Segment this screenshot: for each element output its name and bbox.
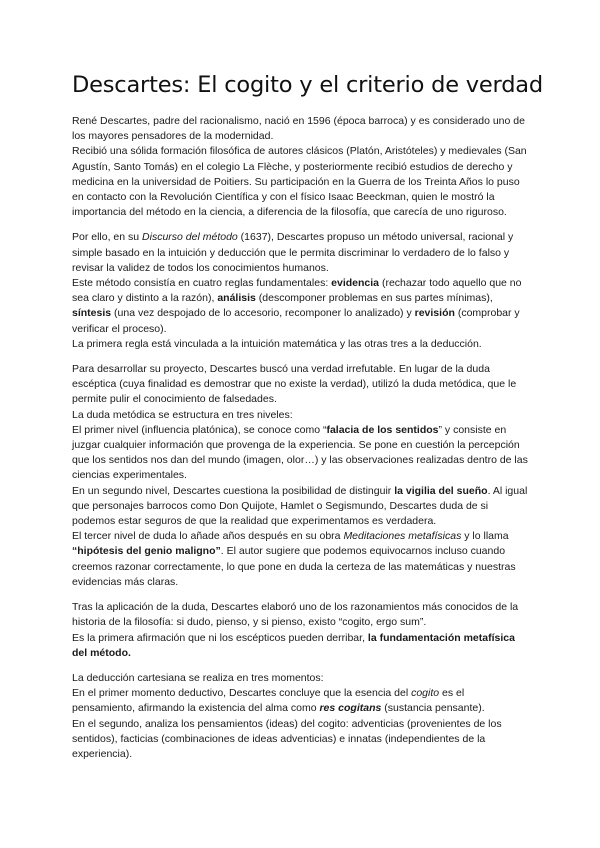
text-line: En el segundo, analiza los pensamientos (ideas) del cogito: adventicias (provenientes de los sentidos), facticias (combinaciones de ideas adventicias) e innatas (independientes de la experiencia).: [72, 717, 502, 760]
document-body: [72, 114, 528, 762]
rule-term: análisis: [217, 292, 256, 305]
paragraph-biography: [72, 114, 528, 220]
text-line: René Descartes, padre del racionalismo, nació en 1596 (época barroca) y es considerado uno de los mayores pensadores de la modernidad.: [72, 115, 525, 143]
rule-term: evidencia: [331, 277, 380, 290]
book-title: Discurso del método: [142, 231, 238, 244]
key-term: falacia de los sentidos: [326, 423, 439, 436]
latin-term: cogito: [411, 687, 440, 700]
text-line: Este método consistía en cuatro reglas fundamentales: evidencia (rechazar todo aquello que no sea claro y distinto a la razón), análisis (descomponer problemas en sus partes mínimas), síntesis (una vez despojado de lo accesorio, recomponer lo analizado) y revisión (comprobar y verificar el proceso).: [72, 277, 522, 335]
key-term: la vigilia del sueño: [394, 484, 488, 497]
document-title: Descartes: El cogito y el criterio de verdad: [72, 72, 543, 98]
rule-term: revisión: [414, 307, 455, 320]
text-line: La primera regla está vinculada a la intuición matemática y las otras tres a la deducción.: [72, 337, 482, 350]
text-line: La duda metódica se estructura en tres niveles:: [72, 408, 293, 421]
text-line: Por ello, en su Discurso del método (1637), Descartes propuso un método universal, racional y simple basado en la intuición y deducción que le permita discriminar lo verdadero de lo falso y revisar la validez de todos los conocimientos humanos.: [72, 231, 514, 274]
paragraph-method: [72, 230, 528, 352]
text-line: El tercer nivel de duda lo añade años después en su obra Meditaciones metafísicas y lo llama “hipótesis del genio maligno”. El autor sugiere que podemos equivocarnos incluso cuando creemos razonar correctamente, lo que pone en duda la certeza de las matemáticas y nuestras evidencias más claras.: [72, 530, 516, 588]
text-line: La deducción cartesiana se realiza en tres momentos:: [72, 671, 324, 684]
latin-term: res cogitans: [319, 702, 382, 715]
rule-term: síntesis: [72, 307, 112, 320]
paragraph-doubt: [72, 362, 528, 590]
key-term: “hipótesis del genio maligno”: [72, 545, 221, 558]
book-title: Meditaciones metafísicas: [343, 530, 462, 543]
key-term: la fundamentación metafísica del método.: [72, 631, 515, 659]
text-line: En un segundo nivel, Descartes cuestiona la posibilidad de distinguir la vigilia del sueño. Al igual que personajes barrocos como Don Quijote, Hamlet o Segismundo, Descartes duda de si podemos estar seguros de que la realidad que experimentamos es verdadera.: [72, 484, 528, 528]
text-line: El primer nivel (influencia platónica), se conoce como “falacia de los sentidos” y consiste en juzgar cualquier información que provenga de la experiencia. Se pone en cuestión la percepción que los sentidos nos dan del mundo (imagen, olor…) y las observaciones realizadas dentro de las ciencias experimentales.: [72, 423, 528, 482]
paragraph-cogito: [72, 600, 528, 661]
text-line: Es la primera afirmación que ni los escépticos pueden derribar, la fundamentación metafísica del método.: [72, 631, 515, 659]
text-line: Recibió una sólida formación filosófica de autores clásicos (Platón, Aristóteles) y medievales (San Agustín, Santo Tomás) en el colegio La Flèche, y posteriormente recibió estudios de derecho y medicina en la universidad de Poitiers. Su participación en la Guerra de los Treinta Años lo puso en contacto con la Revolución Científica y con el físico Isaac Beeckman, quien le mostró la importancia del método en la ciencia, a diferencia de la filosofía, que carecía de uno riguroso.: [72, 145, 527, 219]
text-line: Tras la aplicación de la duda, Descartes elaboró uno de los razonamientos más conocidos de la historia de la filosofía: si dudo, pienso, y si pienso, existo “cogito, ergo sum”.: [72, 601, 519, 629]
text-line: Para desarrollar su proyecto, Descartes buscó una verdad irrefutable. En lugar de la duda escéptica (cuya finalidad es demostrar que no existe la verdad), utilizó la duda metódica, que le permite pulir el conocimiento de falsedades.: [72, 363, 517, 406]
paragraph-deduction: [72, 671, 528, 762]
text-line: En el primer momento deductivo, Descartes concluye que la esencia del cogito es el pensamiento, afirmando la existencia del alma como res cogitans (sustancia pensante).: [72, 687, 485, 715]
